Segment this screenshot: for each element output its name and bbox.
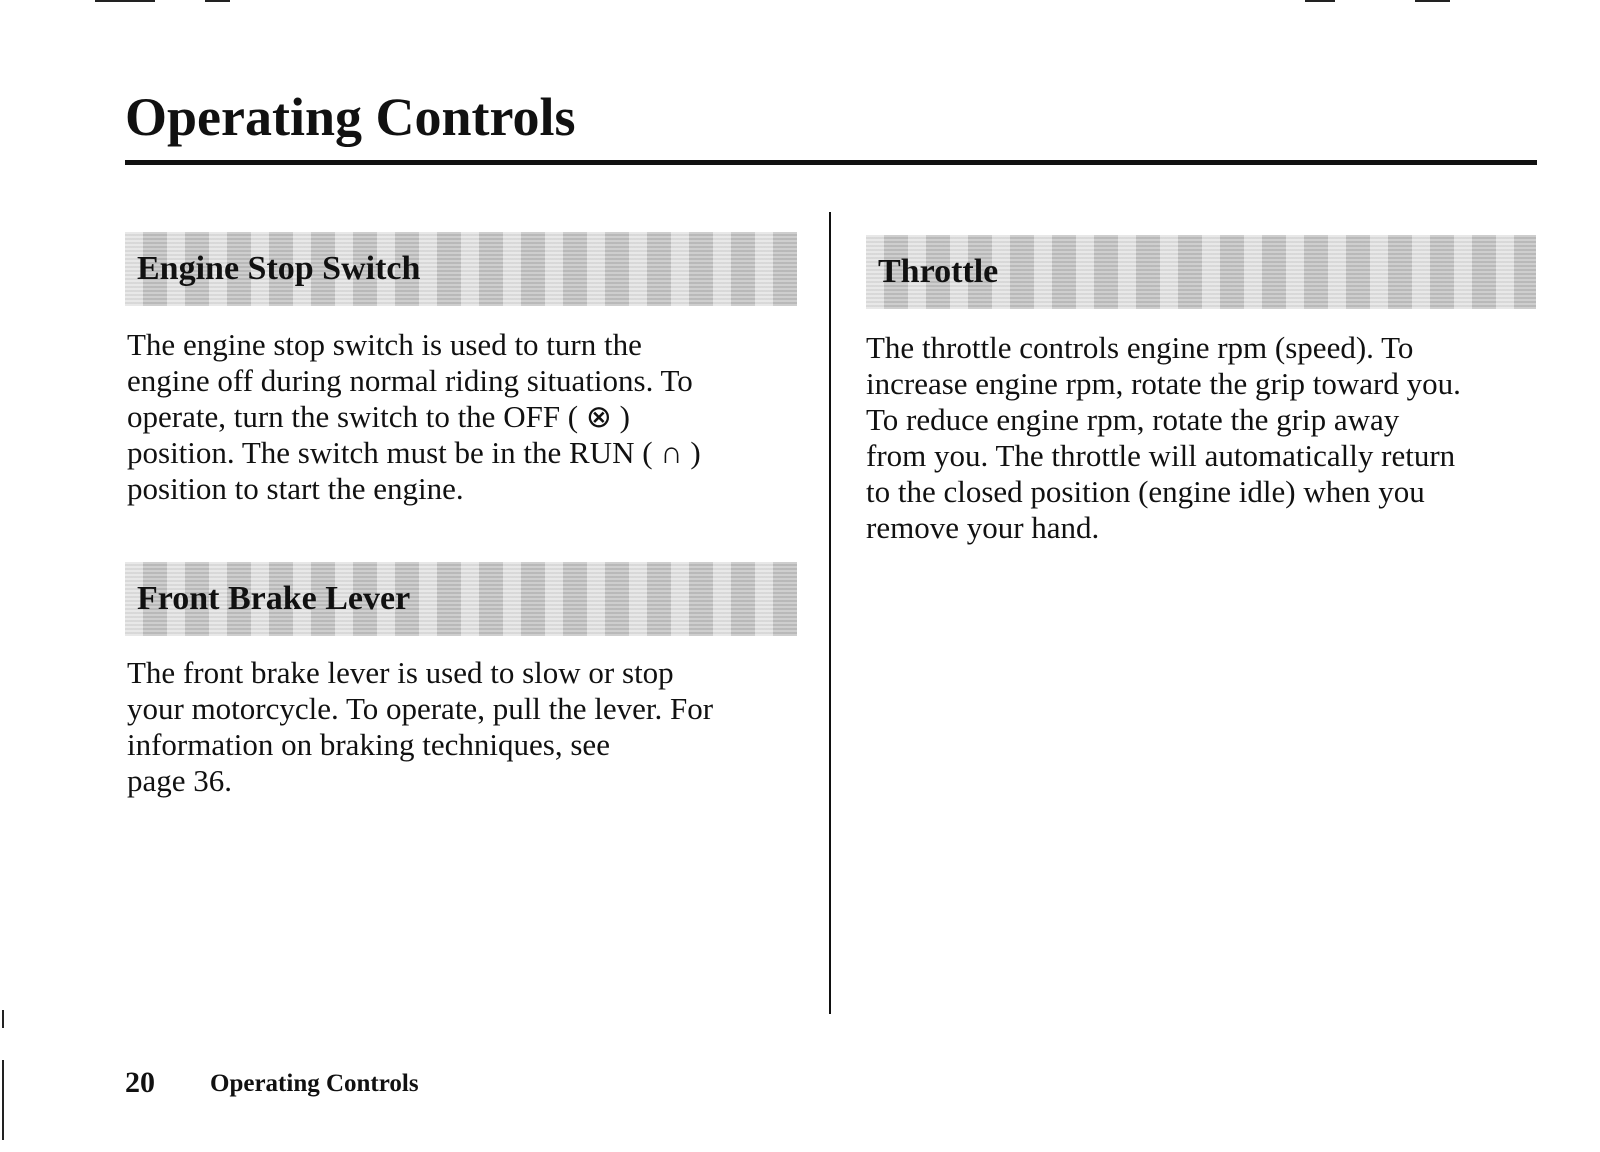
scan-mark (1415, 0, 1450, 2)
section-body-throttle (866, 330, 1576, 546)
section-header-front-brake-lever (125, 562, 797, 636)
scan-mark (2, 1060, 4, 1140)
section-heading: Front Brake Lever (137, 580, 411, 617)
text-line: engine off during normal riding situations. To (127, 363, 693, 398)
scan-mark (1305, 0, 1335, 2)
text-line: information on braking techniques, see (127, 727, 610, 762)
section-heading: Engine Stop Switch (137, 250, 421, 287)
page-title: Operating Controls (125, 87, 576, 147)
text-line: The throttle controls engine rpm (speed). To (866, 330, 1414, 365)
text-line: to the closed position (engine idle) when you (866, 474, 1425, 509)
text-line: page 36. (127, 763, 233, 798)
column-divider (829, 212, 831, 1014)
scan-mark (95, 0, 155, 2)
text-line: from you. The throttle will automatically return (866, 438, 1456, 473)
text-line: your motorcycle. To operate, pull the lever. For (127, 691, 714, 726)
text-line: The front brake lever is used to slow or stop (127, 655, 674, 690)
text-line: The engine stop switch is used to turn the (127, 327, 642, 362)
title-rule (125, 160, 1537, 165)
scan-mark (2, 1010, 4, 1028)
text-line: To reduce engine rpm, rotate the grip away (866, 402, 1400, 437)
text-line: increase engine rpm, rotate the grip toward you. (866, 366, 1461, 401)
section-header-throttle (866, 235, 1536, 309)
footer-section-title: Operating Controls (210, 1070, 419, 1097)
text-line: position. The switch must be in the RUN ( ∩ ) (127, 435, 701, 470)
text-line: remove your hand. (866, 510, 1100, 545)
text-line: operate, turn the switch to the OFF ( ⊗ ) (127, 399, 630, 434)
section-heading: Throttle (878, 253, 999, 290)
scan-mark (205, 0, 230, 2)
section-body-front-brake-lever (127, 655, 817, 799)
footer-page-number: 20 (125, 1066, 155, 1099)
text-line: position to start the engine. (127, 471, 464, 506)
section-header-engine-stop-switch (125, 232, 797, 306)
section-body-engine-stop-switch (127, 327, 817, 507)
